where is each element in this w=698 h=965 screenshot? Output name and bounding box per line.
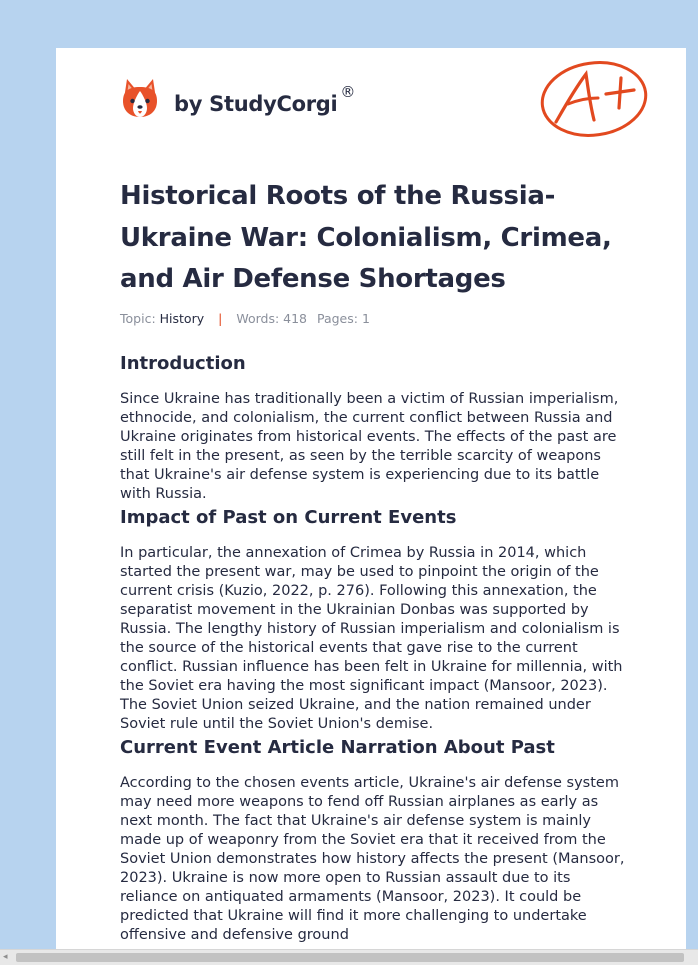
section-paragraph-impact: In particular, the annexation of Crimea by Russia in 2014, which started the present war, may be used to pinpoint the origin of the current crisis (Kuzio, 2022, p. 276). Following this annexation, the separatist movement in the Ukrainian Donbas was supported by Russia. The lengthy history of Russian imperialism and colonialism is the source of the historical events that gave rise to the current conflict. Russian influence has been felt in Ukraine for millennia, with the Soviet era having the most significant impact (Mansoor, 2023). The Soviet Union seized Ukraine, and the nation remained under Soviet rule until the Soviet Union's demise. xyxy=(120,545,623,732)
section-paragraph-narration: According to the chosen events article, Ukraine's air defense system may need more weapons to fend off Russian airplanes as early as next month. The fact that Ukraine's air defense system is mainly made up of weaponry from the Soviet era that it received from the Soviet Union demonstrates how history affects the present (Mansoor, 2023). Ukraine is now more open to Russian assault due to its reliance on antiquated armaments (Mansoor, 2023). It could be predicted that Ukraine will find it more challenging to undertake offensive and defensive ground xyxy=(120,775,625,943)
scrollbar-thumb[interactable] xyxy=(16,953,684,962)
studycorgi-logo[interactable] xyxy=(120,74,355,124)
page-count: Pages: 1 xyxy=(316,311,370,326)
corgi-icon xyxy=(120,77,160,121)
article-title: Historical Roots of the Russia-Ukraine War: Colonialism, Crimea, and Air Defense Shortages xyxy=(120,181,612,294)
section-paragraph-introduction: Since Ukraine has traditionally been a victim of Russian imperialism, ethnocide, and colonialism, the current conflict between Russia and Ukraine originates from historical events. The effects of the past are still felt in the present, as seen by the terrible scarcity of weapons that Ukraine's air defense system is experiencing due to its battle with Russia. xyxy=(120,391,619,502)
word-count: Words: 418 xyxy=(236,311,307,326)
section-heading-introduction: Introduction xyxy=(120,353,246,374)
article-meta xyxy=(120,311,370,326)
section-heading-impact: Impact of Past on Current Events xyxy=(120,507,457,528)
registered-mark: ® xyxy=(340,83,356,101)
scroll-left-icon[interactable]: ◂ xyxy=(3,952,8,962)
document-page xyxy=(56,48,686,952)
horizontal-scrollbar[interactable] xyxy=(0,949,698,965)
a-plus-grade-icon xyxy=(538,58,650,140)
meta-separator: | xyxy=(218,311,223,326)
topic-label: Topic: xyxy=(120,311,156,326)
topic-link[interactable]: History xyxy=(159,311,205,326)
brand-name: by StudyCorgi ® xyxy=(174,83,356,116)
article-body xyxy=(120,350,632,945)
section-heading-narration: Current Event Article Narration About Past xyxy=(120,737,555,758)
